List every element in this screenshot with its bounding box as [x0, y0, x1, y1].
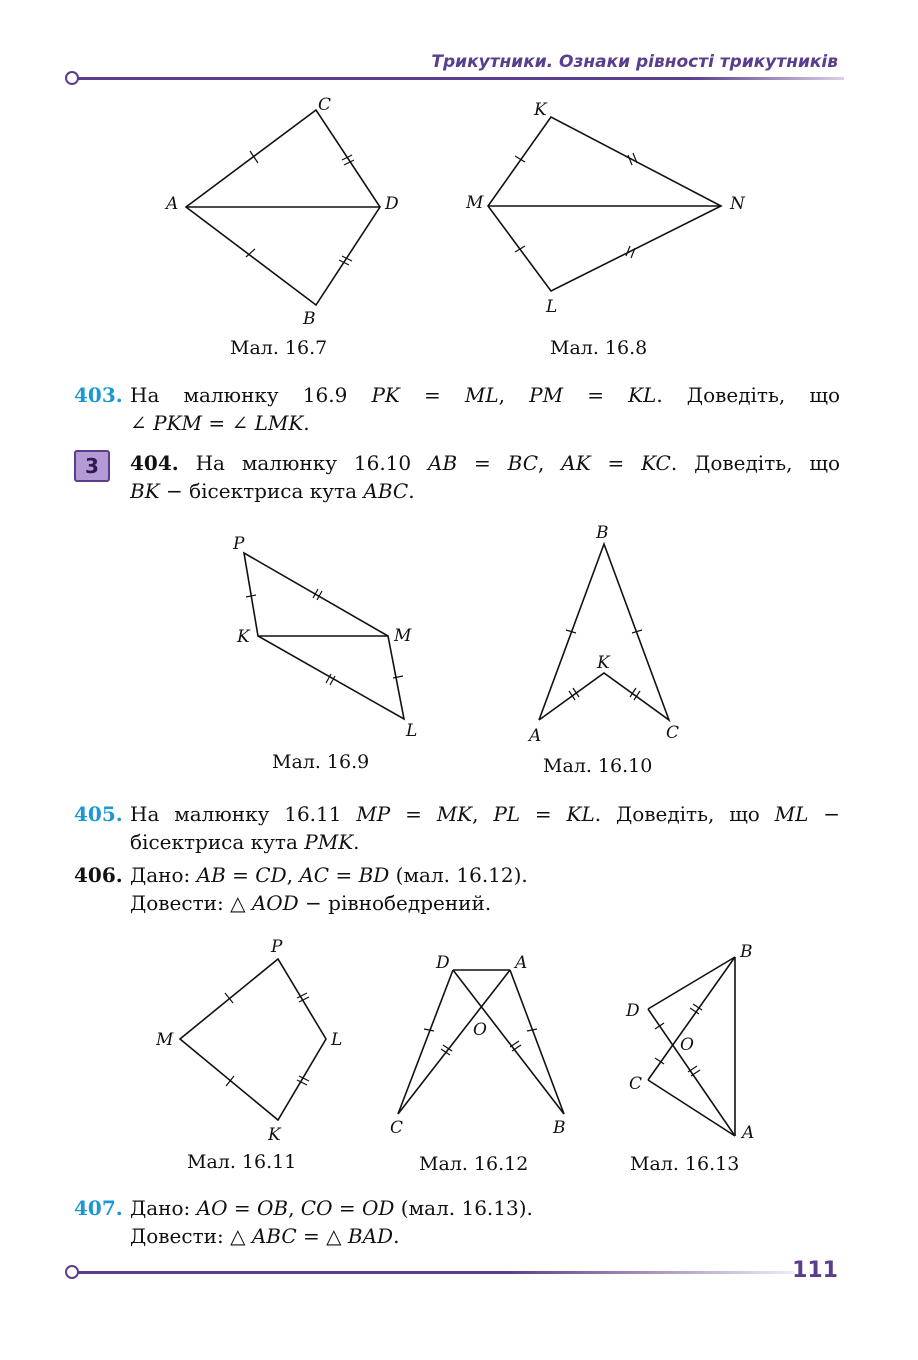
fig-16-7-label-a: A — [166, 194, 179, 214]
fig-16-13-segment-da — [648, 1009, 735, 1136]
fig-16-11-label-m: M — [156, 1030, 174, 1050]
problem-403-line-2: ∠ PKM = ∠ LMK. — [130, 411, 310, 435]
problem-407-line-2: Довести: △ ABC = △ BAD. — [130, 1224, 400, 1248]
problem-number: 406. — [74, 863, 123, 887]
problem-407-line-1: Дано: AO = OB, CO = OD (мал. 16.13). — [130, 1196, 533, 1220]
fig-16-11-label-p: P — [271, 937, 283, 957]
fig-16-13-segment-db — [648, 957, 735, 1009]
caption-16-12: Мал. 16.12 — [419, 1153, 529, 1175]
fig-16-10-label-k: K — [597, 653, 610, 673]
fig-16-13-label-a: A — [742, 1123, 755, 1143]
problem-403-line-1: На малюнку 16.9 PK = ML, PM = KL. Доведіть, що — [130, 383, 840, 407]
fig-16-13-label-c: C — [629, 1074, 643, 1094]
fig-16-13-label-d: D — [626, 1001, 640, 1021]
fig-16-7-label-d: D — [385, 194, 399, 214]
fig-16-10-label-b: B — [596, 523, 609, 543]
fig-16-9-label-l: L — [406, 721, 418, 741]
fig-16-11-label-l: L — [331, 1030, 343, 1050]
fig-16-10-label-c: C — [666, 723, 680, 743]
fig-16-8-label-k: K — [534, 100, 547, 120]
fig-16-13-label-o: O — [680, 1035, 694, 1055]
fig-16-9-label-k: K — [237, 627, 250, 647]
fig-16-12-label-b: B — [553, 1118, 566, 1138]
problem-405-line-2: бісектриса кута PMK. — [130, 830, 360, 854]
caption-16-13: Мал. 16.13 — [630, 1153, 740, 1175]
fig-16-12-label-d: D — [436, 953, 450, 973]
problem-number: 407. — [74, 1196, 123, 1220]
caption-16-8: Мал. 16.8 — [550, 337, 648, 359]
problem-number: 404. — [130, 451, 179, 475]
problem-number: 405. — [74, 802, 123, 826]
running-header: Трикутники. Ознаки рівності трикутників — [431, 52, 838, 72]
difficulty-badge: 3 — [74, 450, 110, 482]
fig-16-8-label-m: M — [466, 193, 484, 213]
problem-407 — [74, 1194, 840, 1254]
fig-16-9-label-m: M — [394, 626, 412, 646]
fig-16-8-label-n: N — [730, 194, 745, 214]
problem-number: 403. — [74, 383, 123, 407]
footer-rule — [74, 1271, 794, 1274]
page-number: 111 — [792, 1258, 838, 1283]
problem-406-line-2: Довести: △ AOD − рівнобедрений. — [130, 891, 492, 915]
fig-16-10-label-a: A — [529, 726, 542, 746]
footer-rule-dot — [65, 1265, 79, 1279]
fig-16-7-label-b: B — [303, 309, 316, 329]
caption-16-10: Мал. 16.10 — [543, 755, 653, 777]
caption-16-7: Мал. 16.7 — [230, 337, 328, 359]
caption-16-9: Мал. 16.9 — [272, 751, 370, 773]
fig-16-9-label-p: P — [233, 534, 245, 554]
fig-16-13-segment-ca — [648, 1080, 735, 1136]
fig-16-7-label-c: C — [318, 95, 332, 115]
problem-406-line-1: Дано: AB = CD, AC = BD (мал. 16.12). — [130, 863, 528, 887]
fig-16-11-label-k: K — [268, 1125, 281, 1145]
fig-16-8-label-l: L — [546, 297, 558, 317]
problem-404-line-1: 404. На малюнку 16.10 AB = BC, AK = KC. Доведіть, що — [130, 451, 841, 475]
fig-16-12-label-c: C — [390, 1118, 404, 1138]
fig-16-13-label-b: B — [740, 942, 753, 962]
fig-16-12-label-a: A — [515, 953, 528, 973]
fig-16-12-label-o: O — [473, 1020, 487, 1040]
caption-16-11: Мал. 16.11 — [187, 1151, 297, 1173]
problem-404-line-2: BK − бісектриса кута ABC. — [130, 479, 415, 503]
problem-405-line-1: На малюнку 16.11 MP = MK, PL = KL. Доведіть, що ML − — [130, 802, 841, 826]
